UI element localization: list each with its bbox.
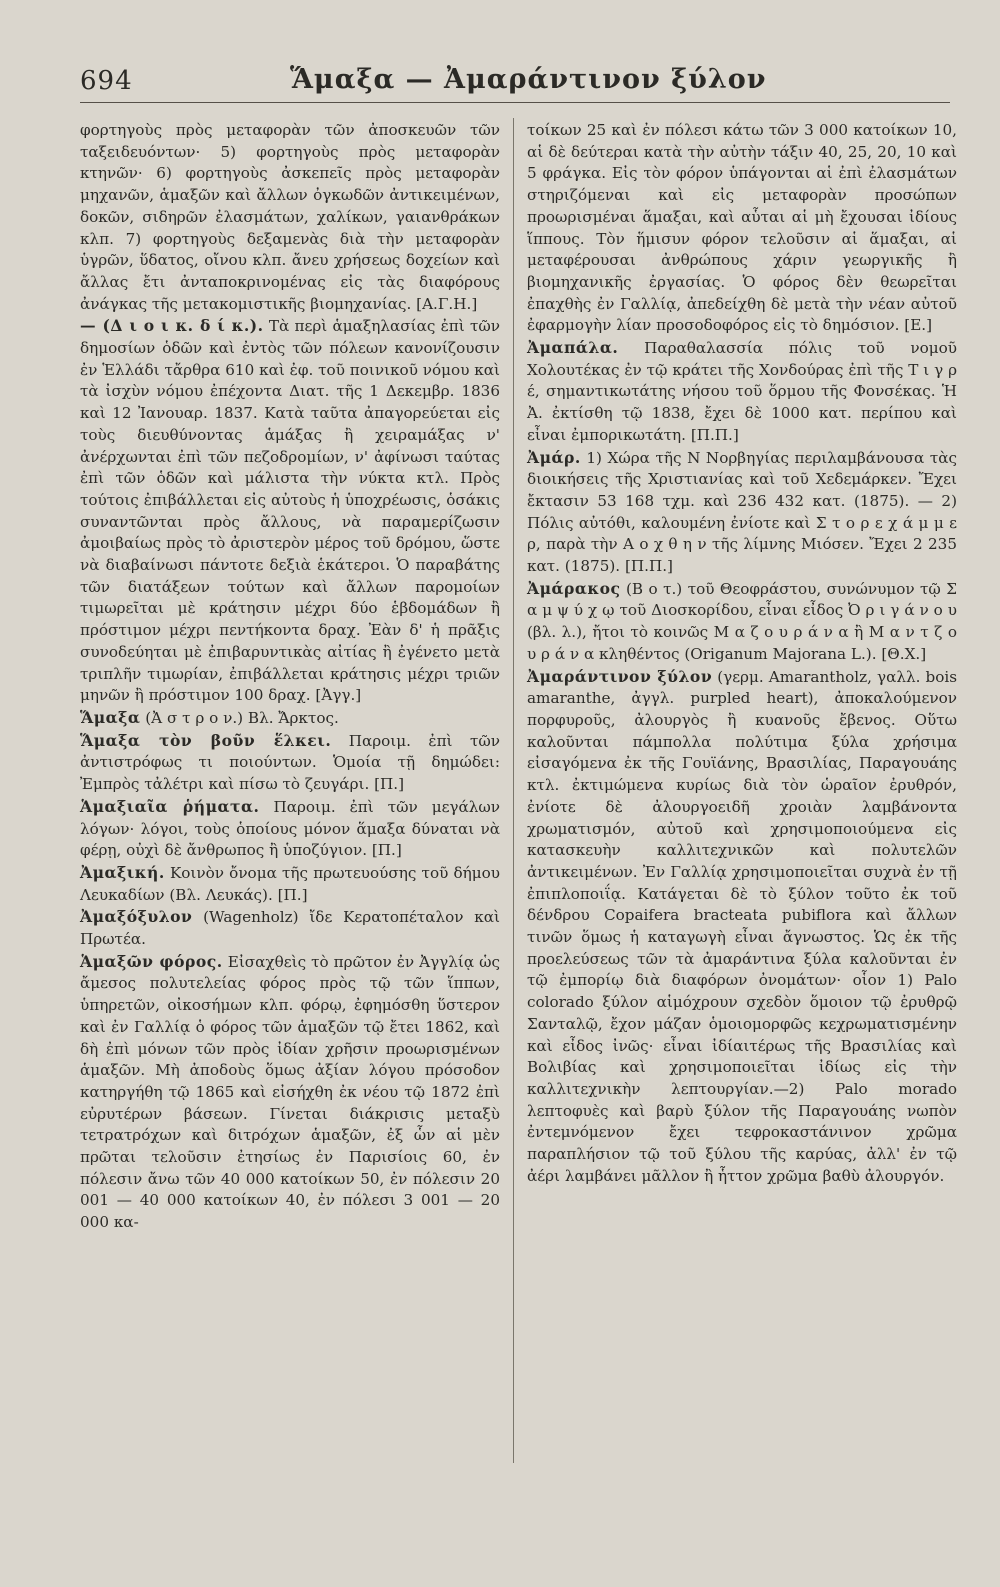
column-divider: [513, 118, 514, 1463]
dictionary-entry: [80, 951, 500, 1234]
dictionary-entry: [80, 315, 500, 707]
entry-text: Παροιμ. ἐπὶ τῶν ἀντιστρόφως τι ποιούντων. Ὁμοία τῇ δημώδει: Ἐμπρὸς τἀλέτρι καὶ πίσω τὸ ζευγάρι. [Π.]: [80, 731, 500, 794]
entry-text: Παραθαλασσία πόλις τοῦ νομοῦ Χολουτέκας ἐν τῷ κράτει τῆς Χονδούρας ἐπὶ τῆς Τ ι γ ρ έ, σημαντικωτάτης νήσου τοῦ ὅρμου τῆς Φονσέκας. Ἡ Ἀ. ἐκτίσθη τῷ 1838, ἔχει δὲ 1000 κατ. περίπου καὶ εἶναι ἐμπορικωτάτη. [Π.Π.]: [527, 339, 957, 444]
dictionary-entry: [527, 447, 957, 578]
entry-headword: Ἀμαπάλα.: [527, 338, 619, 358]
entry-headword: Ἀμαξόξυλον: [80, 907, 193, 927]
dictionary-entry: [527, 337, 957, 447]
entry-headword: Ἀμάρακος: [527, 578, 621, 598]
dictionary-entry: [527, 666, 957, 1188]
entry-headword: Ἀμάρ.: [527, 447, 581, 467]
entry-text: Κοινὸν ὄνομα τῆς πρωτευούσης τοῦ δήμου Λευκαδίων (Βλ. Λευκάς). [Π.]: [80, 863, 500, 904]
entry-text: (Wagenholz) ἴδε Κερατοπέταλον καὶ Πρωτέα.: [80, 908, 501, 949]
entry-text: Παροιμ. ἐπὶ τῶν μεγάλων λόγων· λόγοι, τοὺς ὁποίους μόνον ἅμαξα δύναται νὰ φέρῃ, οὐχὶ δὲ ἄνθρωπος ἢ ὑποζύγιον. [Π.]: [80, 797, 501, 860]
entry-text: φορτηγοὺς πρὸς μεταφορὰν τῶν ἀποσκευῶν τῶν ταξειδευόντων· 5) φορτηγοὺς πρὸς μεταφορὰν κτηνῶν· 6) φορτηγοὺς ἀσκεπεῖς πρὸς μεταφορὰν μηχανῶν, ἁμαξῶν καὶ ἄλλων ὀγκωδῶν ἀντικειμένων, δοκῶν, σιδηρῶν ἐλασμάτων, χαλίκων, γαιανθράκων κλπ. 7) φορτηγοὺς δεξαμενὰς διὰ τὴν μεταφορὰν ὑγρῶν, ὕδατος, οἴνου κλπ. ἄνευ χρήσεως δοχείων καὶ ἄλλας ἔτι ἀνταποκρινομένας εἰς τὰς διαφόρους ἀνάγκας τῆς μετακομιστικῆς βιομηχανίας. [Α.Γ.Η.]: [80, 121, 500, 313]
entry-headword: Ἅμαξα: [80, 707, 141, 727]
entry-headword: Ἀμαξική.: [80, 862, 165, 882]
header-rule: [80, 102, 950, 103]
entry-text: Τὰ περὶ ἁμαξηλασίας ἐπὶ τῶν δημοσίων ὁδῶν καὶ ἐντὸς τῶν πόλεων κανονίζουσιν ἐν Ἑλλάδι τἄρθρα 610 καὶ ἐφ. τοῦ ποινικοῦ νόμου καὶ τὰ ἰσχὺν νόμου ἐπέχοντα Διατ. τῆς 1 Δεκεμβρ. 1836 καὶ 12 Ἰανουαρ. 1837. Κατὰ ταῦτα ἀπαγορεύεται εἰς τοὺς διευθύνοντας ἁμάξας ἢ χειραμάξας ν' ἀνέρχωνται ἐπὶ τῶν πεζοδρομίων, ν' ἀφίνωσι ταύτας ἐπὶ τῶν ὁδῶν καὶ μάλιστα τὴν νύκτα κτλ. Πρὸς τούτοις ἐπιβάλλεται εἰς αὐτοὺς ἡ ὑποχρέωσις, ὁσάκις συναντῶνται πρὸς ἄλλους, νὰ παραμερίζωσιν ἀμοιβαίως πρὸς τὸ ἀριστερὸν μέρος τοῦ δρόμου, ὥστε νὰ διαβαίνωσι πάντοτε δεξιὰ ἑκάτεροι. Ὁ παραβάτης τῶν διατάξεων τούτων καὶ ἄλλων παρομοίων τιμωρεῖται μὲ κράτησιν μέχρι δύο ἑβδομάδων ἢ πρόστιμον μέχρι πεντήκοντα δραχ. Ἐὰν δ' ἡ πρᾶξις συνοδεύηται μὲ ἐπιβαρυντικὰς αἰτίας ἢ ἐγένετο μετὰ τριπλῆν τιμωρίαν, ἐπιβάλλεται κράτησις μέχρι τριῶν μηνῶν ἢ πρόστιμον 100 δραχ. [Ἀγγ.]: [80, 317, 501, 705]
dictionary-entry: [80, 906, 500, 950]
dictionary-entry: [80, 120, 500, 315]
page-number: 694: [80, 66, 133, 96]
entry-headword: Ἀμαράντινον ξύλον: [527, 666, 713, 686]
entry-text: (Β ο τ.) τοῦ Θεοφράστου, συνώνυμον τῷ Σ α μ ψ ύ χ ῳ τοῦ Διοσκορίδου, εἶναι εἶδος Ὀ ρ ι γ ά ν ο υ (βλ. λ.), ἤτοι τὸ κοινῶς Μ α ζ ο υ ρ ά ν α ἢ Μ α ν τ ζ ο υ ρ ά ν α κληθέντος (Origanum Majorana L.). [Θ.Χ.]: [527, 579, 958, 663]
right-column: [527, 120, 957, 1187]
entry-headword: Ἁμαξιαῖα ῥήματα.: [80, 796, 260, 816]
dictionary-entry: [80, 730, 500, 796]
running-head: Ἅμαξα — Ἀμαράντινον ξύλον: [290, 64, 767, 95]
dictionary-entry: [527, 120, 957, 337]
entry-headword: Ἁμαξῶν φόρος.: [80, 951, 223, 971]
entry-headword: Ἅμαξα τὸν βοῦν ἕλκει.: [80, 730, 332, 750]
entry-text: Εἰσαχθεὶς τὸ πρῶτον ἐν Ἀγγλίᾳ ὡς ἄμεσος πολυτελείας φόρος πρὸς τῷ τῶν ἵππων, ὑπηρετῶν, οἰκοσήμων κλπ. φόρῳ, ἐφημόσθη ὕστερον καὶ ἐν Γαλλίᾳ ὁ φόρος τῶν ἁμαξῶν τῷ ἔτει 1862, καὶ δὴ ἐπὶ μόνων τῶν πρὸς ἰδίαν χρῆσιν προωρισμένων ἁμαξῶν. Μὴ ἀποδοὺς ὅμως ἀξίαν λόγου πρόσοδον κατηργήθη τῷ 1865 καὶ εἰσήχθη ἐκ νέου τῷ 1872 ἐπὶ εὐρυτέρων βάσεων. Γίνεται διάκρισις μεταξὺ τετρατρόχων καὶ διτρόχων ἁμαξῶν, ἐξ ὧν αἱ μὲν πρῶται τελοῦσιν ἐτησίως ἐν Παρισίοις 60, ἐν πόλεσιν ἄνω τῶν 40 000 κατοίκων 50, ἐν πόλεσιν 20 001 — 40 000 κατοίκων 40, ἐν πόλεσι 3 001 — 20 000 κα-: [80, 952, 500, 1232]
dictionary-entry: [80, 707, 500, 730]
entry-text: 1) Χώρα τῆς Ν Νορβηγίας περιλαμβάνουσα τὰς διοικήσεις τῆς Χριστιανίας καὶ τοῦ Χεδεμάρκεν. Ἔχει ἔκτασιν 53 168 τχμ. καὶ 236 432 κατ. (1875). — 2) Πόλις αὐτόθι, καλουμένη ἐνίοτε καὶ Σ τ ο ρ ε χ ά μ μ ε ρ, παρὰ τὴν Α ο χ θ η ν τῆς λίμνης Μιόσεν. Ἔχει 2 235 κατ. (1875). [Π.Π.]: [527, 448, 958, 576]
entry-headword: — (Δ ι ο ι κ. δ ί κ.).: [80, 316, 264, 336]
dictionary-entry: [80, 796, 500, 862]
entry-text: (Ἀ σ τ ρ ο ν.) Βλ. Ἄρκτος.: [145, 708, 339, 727]
dictionary-entry: [527, 578, 957, 666]
entry-text: τοίκων 25 καὶ ἐν πόλεσι κάτω τῶν 3 000 κατοίκων 10, αἱ δὲ δεύτεραι κατὰ τὴν αὐτὴν τάξιν 40, 25, 20, 10 καὶ 5 φράγκα. Εἰς τὸν φόρον ὑπάγονται αἱ ἐπὶ ἐλασμάτων στηριζόμεναι καὶ εἰς μεταφορὰν προσώπων προωρισμέναι ἅμαξαι, καὶ αὗται αἱ μὴ ἔχουσαι ἰδίους ἵππους. Τὸν ἥμισυν φόρον τελοῦσιν αἱ ἅμαξαι, αἱ μεταφέρουσαι ἀνθρώπους χάριν γεωργικῆς ἢ βιομηχανικῆς ἐργασίας. Ὁ φόρος δὲν θεωρεῖται ἐπαχθὴς ἐν Γαλλίᾳ, ἀπεδείχθη δὲ μετὰ τὴν νέαν αὐτοῦ ἐφαρμογὴν λίαν προσοδοφόρος εἰς τὸ δημόσιον. [Ε.]: [527, 121, 957, 335]
page-header: [80, 62, 960, 102]
dictionary-entry: [80, 862, 500, 906]
left-column: [80, 120, 500, 1234]
entry-text: (γερμ. Amarantholz, γαλλ. bois amaranthe, ἀγγλ. purpled heart), ἀποκαλούμενον πορφυροῦς, ἀλουργὸς ἢ κυανοῦς ἔβενος. Οὕτω καλοῦνται πάμπολλα πολύτιμα ξύλα χρήσιμα εἰσαγόμενα ἐκ τῆς Γουϊάνης, Βρασιλίας, Παραγουάης κτλ. ἐκτιμώμενα κυρίως διὰ τὸν ὡραῖον ἐρυθρόν, ἐνίοτε δὲ ἀλουργοειδῆ χροιὰν λαμβάνοντα χρωματισμόν, αὐτοῦ καὶ χρησιμοποιούμενα εἰς κατασκευὴν καλλιτεχνικῶν καὶ πολυτελῶν ἀντικειμένων. Ἐν Γαλλίᾳ χρησιμοποιεῖται συχνὰ ἐν τῇ ἐπιπλοποιΐᾳ. Κατάγεται δὲ τὸ ξύλον τοῦτο ἐκ τοῦ δένδρου Copaifera bracteata pubiflora καὶ ἄλλων τινῶν ὅμως ἡ καταγωγὴ εἶναι ἄγνωστος. Ὡς ἐκ τῆς προελεύσεως τῶν τὰ ἀμαράντινα ξύλα καλοῦνται ἐν τῷ ἐμπορίῳ διὰ διαφόρων ὀνομάτων· οἷον 1) Palo colorado ξύλον αἱμόχρουν σχεδὸν ὅμοιον τῷ ἐρυθρῷ Σανταλῷ, ἔχον μάζαν ὁμοιομορφῶς κεχρωματισμένην καὶ εἶδος ἰνῶς· εἶναι ἰδίαιτέρως τῆς Βρασιλίας καὶ Βολιβίας καὶ χρησιμοποιεῖται ἰδίως εἰς τὴν καλλιτεχνικὴν λεπτουργίαν.—2) Palo morado λεπτοφυὲς καὶ βαρὺ ξύλον τῆς Παραγουάης νωπὸν ἐντεμνόμενον ἔχει τεφροκαστάνινον χρῶμα παραπλήσιον τῷ τοῦ ξύλου τῆς καρύας, ἀλλ' ἐν τῷ ἀέρι λαμβάνει μᾶλλον ἢ ἧττον χρῶμα βαθὺ ἀλουργόν.: [527, 667, 957, 1185]
